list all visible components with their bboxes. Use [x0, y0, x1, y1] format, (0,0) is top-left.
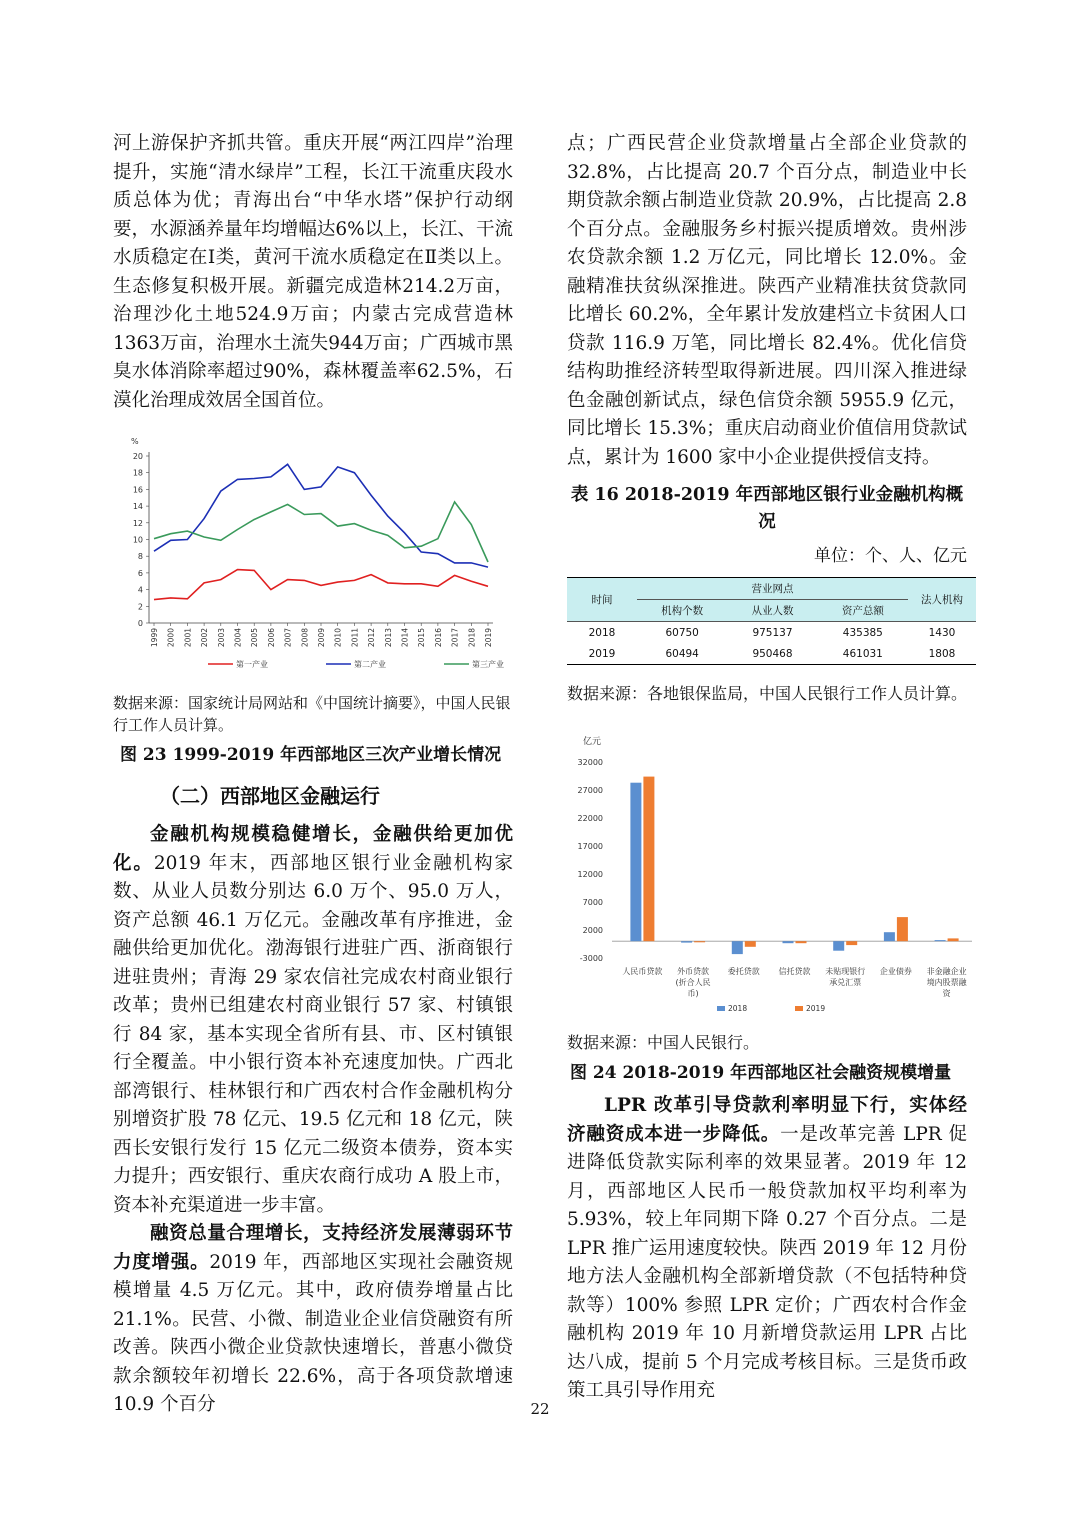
x-tick-label: 2017: [450, 628, 460, 648]
bar-2018-7: [935, 940, 946, 941]
cell-count: 60750: [665, 626, 699, 639]
y-tick-label: 10: [132, 535, 143, 545]
bar-2018-5: [833, 941, 844, 951]
bar-2018-1: [630, 783, 641, 942]
x-category-label: 币): [687, 989, 699, 998]
legend-label: 2019: [806, 1004, 826, 1013]
x-category-label: 境内股票融: [926, 978, 967, 987]
y-axis-unit: %: [131, 437, 139, 446]
right-para2-text: 一是改革完善 LPR 促进降低贷款实际利率的效果显著。2019 年 12 月，西部地区人民币一般贷款加权平均利率为 5.93%，较上年同期下降 0.27 个百分点。二是 LPR 推广运用速度较快。陕西 2019 年 12 月份地方法人金融机构全部新增贷款（不包括特种贷款等）100% 参照 LPR 定价；广西农村合作金融机构 2019 年 10 月新增贷款运用 LPR 占比达八成，提前 5 个月完成考核目标。三是货币政策工具引导作用充: [567, 1123, 967, 1401]
x-category-label: 人民币贷款: [622, 967, 663, 976]
bar-2019-7: [948, 938, 959, 941]
y-tick-label: 27000: [577, 786, 603, 795]
y-tick-label: 32000: [577, 758, 603, 767]
x-category-label: 承兑汇票: [829, 978, 862, 987]
left-para2-text: 2019 年末，西部地区银行业金融机构家数、从业人员数分别达 6.0 万个、95.0 万人，资产总额 46.1 万亿元。金融改革有序推进，金融供给更加优化。渤海银行进驻广西、浙商银行进驻贵州；青海 29 家农信社完成农村商业银行改革；贵州已组建农村商业银行 57 家、村镇银行 84 家，基本实现全省所有县、市、区村镇银行全覆盖。中小银行资本补充速度加快。广西北部湾银行、桂林银行和广西农村合作金融机构分别增资扩股 78 亿元、19.5 亿元和 18 亿元，陕西长安银行发行 15 亿元二级资本债券，资本实力提升；西安银行、重庆农商行成功 A 股上市，资本补充渠道进一步丰富。: [113, 852, 513, 1216]
bar-2019-4: [796, 941, 807, 943]
cell-assets: 435385: [842, 626, 883, 639]
x-tick-label: 2004: [233, 628, 243, 648]
x-tick-label: 2005: [250, 628, 260, 648]
bar-2018-4: [783, 941, 794, 943]
x-tick-label: 2010: [333, 628, 343, 648]
cell-assets: 461031: [842, 647, 883, 660]
cell-staff: 950468: [752, 647, 793, 660]
bar-2018-2: [681, 941, 692, 942]
figure-24-source: 数据来源：中国人民银行。: [567, 1033, 760, 1052]
header-legal: 法人机构: [908, 578, 976, 622]
x-tick-label: 2008: [300, 628, 310, 648]
bar-2019-1: [643, 777, 654, 942]
table-header-row-1: [567, 578, 976, 600]
x-tick-label: 2009: [317, 628, 326, 648]
legend-label: 2018: [728, 1004, 748, 1013]
x-tick-label: 2001: [183, 628, 193, 648]
table-row: [567, 622, 976, 644]
cell-count: 60494: [665, 647, 699, 660]
y-tick-label: 12: [132, 518, 143, 528]
cell-legal: 1808: [928, 647, 956, 660]
cell-year: 2019: [588, 647, 616, 660]
legend-label: 第二产业: [354, 660, 386, 669]
cell-legal: 1430: [928, 626, 956, 639]
legend-label: 第一产业: [236, 660, 268, 669]
table-16-unit: 单位：个、人、亿元: [814, 546, 967, 566]
table-row: [567, 643, 976, 665]
figure-23-line-chart: [113, 432, 513, 676]
x-tick-label: 2002: [200, 628, 210, 648]
y-tick-label: 2: [137, 602, 143, 612]
x-category-label: 非金融企业: [926, 967, 967, 976]
left-para3-text: 2019 年，西部地区实现社会融资规模增量 4.5 万亿元。其中，政府债券增量占比 21.1%。民营、小微、制造业企业信贷融资有所改善。陕西小微企业贷款快速增长，普惠小微贷款余额较年初增长 22.6%，高于各项贷款增速 10.9 个百分: [113, 1251, 513, 1415]
x-tick-label: 2007: [283, 628, 293, 648]
cell-year: 2018: [588, 626, 616, 639]
x-tick-label: 2003: [216, 628, 226, 648]
legend-swatch: [717, 1006, 725, 1011]
section-heading: （二）西部地区金融运行: [160, 784, 380, 808]
x-tick-label: 2015: [417, 628, 427, 648]
x-category-label: 外币贷款: [677, 967, 710, 976]
y-tick-label: 16: [132, 485, 143, 495]
figure-24-bar-chart: [567, 728, 977, 1020]
header-count: 机构个数: [637, 600, 727, 622]
legend-swatch: [795, 1006, 803, 1011]
page-number: 22: [530, 1400, 550, 1418]
y-tick-label: 6: [137, 568, 143, 578]
y-tick-label: 12000: [577, 870, 603, 879]
x-category-label: 委托贷款: [727, 967, 760, 976]
x-category-label: 资: [942, 989, 951, 998]
y-tick-label: 22000: [577, 814, 603, 823]
series-line-1: [154, 570, 488, 600]
y-tick-label: 17000: [577, 842, 603, 851]
x-tick-label: 1999: [150, 628, 159, 648]
y-tick-label: 20: [132, 452, 143, 461]
bar-2019-3: [745, 941, 756, 947]
left-para3: [113, 1220, 513, 1420]
x-tick-label: 2019: [484, 628, 493, 648]
left-para1-text: 河上游保护齐抓共管。重庆开展“两江四岸”治理提升，实施“清水绿岸”工程，长江干流重庆段水质总体为优；青海出台“中华水塔”保护行动纲要，水源涵养量年均增幅达6%以上，长江、干流水质稳定在Ⅰ类，黄河干流水质稳定在Ⅱ类以上。生态修复积极开展。新疆完成造林214.2万亩，治理沙化土地524.9万亩；内蒙古完成营造林1363万亩，治理水土流失944万亩；广西城市黑臭水体消除率超过90%，森林覆盖率62.5%，石漠化治理成效居全国首位。: [113, 133, 513, 411]
x-tick-label: 2000: [166, 628, 176, 648]
x-tick-label: 2014: [400, 628, 410, 648]
bar-2019-6: [897, 917, 908, 941]
table-16: [567, 577, 976, 665]
header-staff: 从业人数: [727, 600, 817, 622]
left-paragraphs-lower: [113, 821, 513, 1420]
legend-label: 第三产业: [472, 660, 504, 669]
right-paragraph-2: [567, 1092, 967, 1406]
right-para2: [567, 1092, 967, 1406]
bar-2018-3: [732, 941, 743, 954]
bar-2018-6: [884, 932, 895, 941]
right-para2-lead: LPR 改革引导贷款利率明显下行，实体经济融资成本进一步降低。: [567, 1095, 967, 1145]
y-tick-label: 7000: [582, 898, 603, 907]
x-tick-label: 2012: [367, 628, 377, 648]
bar-2019-2: [694, 941, 705, 942]
header-assets: 资产总额: [818, 600, 908, 622]
x-tick-label: 2016: [433, 628, 443, 648]
x-tick-label: 2006: [266, 628, 276, 648]
y-tick-label: 8: [137, 552, 143, 562]
table-16-source: 数据来源：各地银保监局，中国人民银行工作人员计算。: [567, 684, 968, 703]
y-tick-label: 18: [132, 468, 143, 478]
series-line-2: [154, 464, 488, 567]
x-category-label: 企业债券: [879, 967, 912, 976]
cell-staff: 975137: [752, 626, 793, 639]
x-tick-label: 2018: [467, 628, 477, 648]
header-outlets: 营业网点: [637, 578, 908, 600]
y-tick-label: 0: [137, 619, 143, 628]
left-paragraph-1: [113, 130, 513, 415]
y-tick-label: 14: [132, 502, 143, 512]
x-tick-label: 2013: [383, 628, 393, 648]
x-category-label: (折合人民: [675, 978, 711, 987]
left-para3-lead: 融资总量合理增长，支持经济发展薄弱环节力度增强。: [113, 1223, 513, 1273]
y-tick-label: 4: [137, 585, 143, 595]
left-para2: [113, 821, 513, 1220]
y-axis-unit: 亿元: [583, 737, 602, 747]
bar-2019-5: [846, 941, 857, 945]
x-category-label: 信托贷款: [778, 967, 811, 976]
left-para2-lead: 金融机构规模稳健增长，金融供给更加优化。: [113, 824, 513, 874]
y-tick-label: -3000: [579, 954, 603, 963]
table-16-caption: 表 16 2018-2019 年西部地区银行业金融机构概况: [570, 485, 964, 532]
x-category-label: 未贴现银行: [825, 967, 866, 976]
x-tick-label: 2011: [350, 628, 360, 648]
figure-24-caption: 图 24 2018-2019 年西部地区社会融资规模增量: [570, 1063, 952, 1083]
right-paragraph-1: [567, 130, 967, 472]
right-para1-text: 点；广西民营企业贷款增量占全部企业贷款的 32.8%，占比提高 20.7 个百分点，制造业中长期贷款余额占制造业贷款 20.9%，占比提高 2.8 个百分点。金融服务乡村振兴提质增效。贵州涉农贷款余额 1.2 万亿元，同比增长 12.0%。金融精准扶贫纵深推进。陕西产业精准扶贫贷款同比增长 60.2%，全年累计发放建档立卡贫困人口贷款 116.9 万笔，同比增长 82.4%。优化信贷结构助推经济转型取得新进展。四川深入推进绿色金融创新试点，绿色信贷余额 5955.9 亿元，同比增长 15.3%；重庆启动商业价值信用贷款试点，累计为 1600 家中小企业提供授信支持。: [567, 133, 967, 468]
figure-23-caption: 图 23 1999-2019 年西部地区三次产业增长情况: [120, 745, 502, 765]
y-tick-label: 2000: [582, 926, 603, 935]
figure-23-source: 数据来源：国家统计局网站和《中国统计摘要》，中国人民银行工作人员计算。: [113, 694, 511, 734]
header-time: 时间: [567, 578, 637, 622]
